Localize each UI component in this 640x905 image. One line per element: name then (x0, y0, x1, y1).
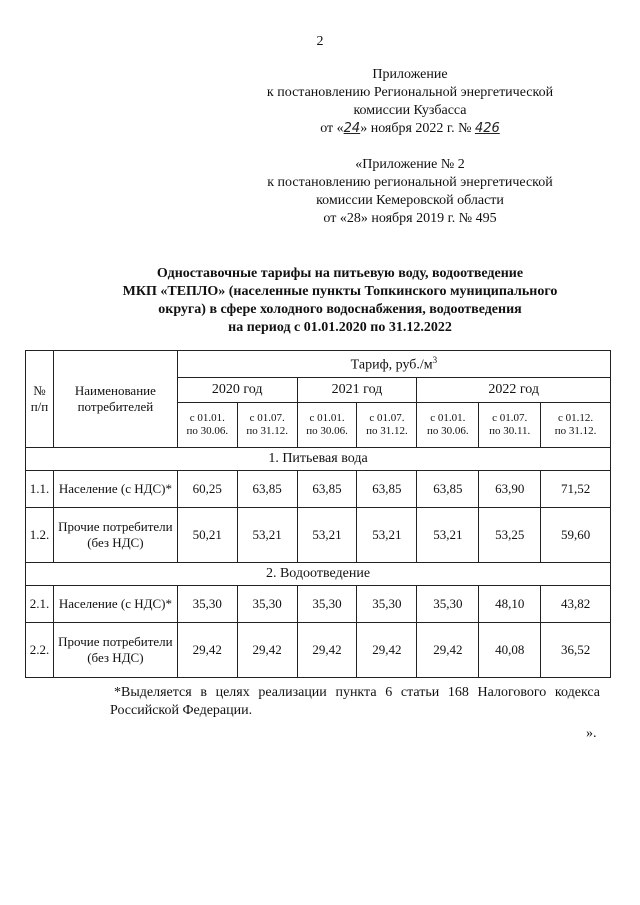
title-line1: Одноставочные тарифы на питьевую воду, водоотведение (156, 266, 524, 281)
header-period-6 (541, 403, 611, 448)
tariff-value: 53,21 (357, 508, 417, 563)
tariff-value: 63,90 (479, 471, 541, 508)
period-line: с 01.01. (309, 412, 345, 424)
header-period-3 (357, 403, 417, 448)
tariff-value: 36,52 (541, 623, 611, 678)
period-line: с 01.07. (249, 412, 285, 424)
tariff-value: 43,82 (541, 586, 611, 623)
appendix-line3: комиссии Кузбасса (353, 103, 467, 118)
date-prefix: от « (320, 121, 344, 136)
tariff-value: 63,85 (417, 471, 479, 508)
header-period-5 (479, 403, 541, 448)
period-line: по 30.06. (306, 425, 348, 437)
row-name: Прочие потребители (без НДС) (53, 623, 177, 678)
appendix2-header (200, 156, 620, 228)
tariff-value: 71,52 (541, 471, 611, 508)
period-line: по 30.11. (489, 425, 531, 437)
tariff-value: 35,30 (177, 586, 237, 623)
tariff-value: 53,21 (237, 508, 297, 563)
header-year-2022: 2022 год (417, 378, 611, 403)
appendix-date-line (200, 120, 620, 138)
section-row (26, 563, 611, 586)
tariff-value: 35,30 (357, 586, 417, 623)
tariff-value: 35,30 (297, 586, 357, 623)
header-period-4 (417, 403, 479, 448)
table-row (26, 471, 611, 508)
period-line: по 31.12. (366, 425, 408, 437)
period-line: с 01.01. (430, 412, 466, 424)
header-tariff (177, 351, 610, 378)
table-row (26, 508, 611, 563)
header-period-0 (177, 403, 237, 448)
section-row (26, 448, 611, 471)
appendix-line2: к постановлению Региональной энергетической (266, 85, 554, 100)
tariff-value: 53,25 (479, 508, 541, 563)
appendix2-line4: от «28» ноября 2019 г. № 495 (323, 211, 497, 226)
header-year-2020: 2020 год (177, 378, 297, 403)
date-day-handwritten: 24 (343, 121, 361, 136)
period-line: по 31.12. (554, 425, 597, 437)
period-line: с 01.07. (369, 412, 405, 424)
section-title: 2. Водоотведение (26, 563, 611, 586)
section-title: 1. Питьевая вода (26, 448, 611, 471)
tariff-value: 50,21 (177, 508, 237, 563)
appendix2-line3: комиссии Кемеровской области (316, 193, 504, 208)
tariff-value: 40,08 (479, 623, 541, 678)
title-line3: округа) в сфере холодного водоснабжения, водоотведения (158, 302, 522, 317)
period-line: с 01.12. (557, 412, 594, 424)
tariff-value: 29,42 (237, 623, 297, 678)
period-line: по 31.12. (246, 425, 288, 437)
tariff-value: 53,21 (417, 508, 479, 563)
period-line: с 01.01. (189, 412, 225, 424)
period-line: по 30.06. (186, 425, 229, 437)
appendix2-line2: к постановлению региональной энергетической (267, 175, 553, 190)
tariff-value: 63,85 (357, 471, 417, 508)
header-year-2021: 2021 год (297, 378, 417, 403)
page-number: 2 (316, 34, 324, 49)
tariff-value: 29,42 (177, 623, 237, 678)
row-name: Население (с НДС)* (53, 471, 177, 508)
tariff-value: 63,85 (237, 471, 297, 508)
period-line: с 01.07. (492, 412, 528, 424)
title-line2: МКП «ТЕПЛО» (населенные пункты Топкинского муниципального (122, 284, 558, 299)
period-line: по 30.06. (426, 425, 469, 437)
appendix-line1: Приложение (372, 67, 448, 82)
header-tariff-unit-sup: 3 (432, 354, 438, 365)
tariff-value: 59,60 (541, 508, 611, 563)
row-name: Прочие потребители (без НДС) (53, 508, 177, 563)
table-row (26, 586, 611, 623)
tariff-value: 29,42 (417, 623, 479, 678)
tariff-value: 35,30 (237, 586, 297, 623)
appendix-header (200, 66, 620, 138)
header-num: № п/п (26, 351, 54, 448)
tariff-value: 29,42 (357, 623, 417, 678)
row-num: 2.2. (26, 623, 54, 678)
tariff-value: 53,21 (297, 508, 357, 563)
document-title (60, 265, 620, 337)
footnote: *Выделяется в целях реализации пункта 6 статьи 168 Налогового кодекса Российской Федерации. (110, 685, 600, 718)
date-suffix: » ноября 2022 г. № (360, 121, 472, 136)
tariff-value: 29,42 (297, 623, 357, 678)
header-period-2 (297, 403, 357, 448)
row-num: 1.2. (26, 508, 54, 563)
header-name: Наименование потребителей (53, 351, 177, 448)
appendix2-line1: «Приложение № 2 (355, 157, 465, 172)
header-tariff-text: Тариф, руб./м (350, 357, 433, 373)
closing-quote: ». (586, 726, 597, 741)
tariff-value: 63,85 (297, 471, 357, 508)
tariff-value: 60,25 (177, 471, 237, 508)
tariff-table (25, 350, 611, 678)
tariff-value: 48,10 (479, 586, 541, 623)
row-num: 2.1. (26, 586, 54, 623)
row-num: 1.1. (26, 471, 54, 508)
resolution-number-handwritten: 426 (474, 121, 500, 136)
title-line4: на период с 01.01.2020 по 31.12.2022 (228, 320, 452, 335)
table-row (26, 623, 611, 678)
table-body (26, 448, 611, 678)
header-period-1 (237, 403, 297, 448)
tariff-value: 35,30 (417, 586, 479, 623)
row-name: Население (с НДС)* (53, 586, 177, 623)
